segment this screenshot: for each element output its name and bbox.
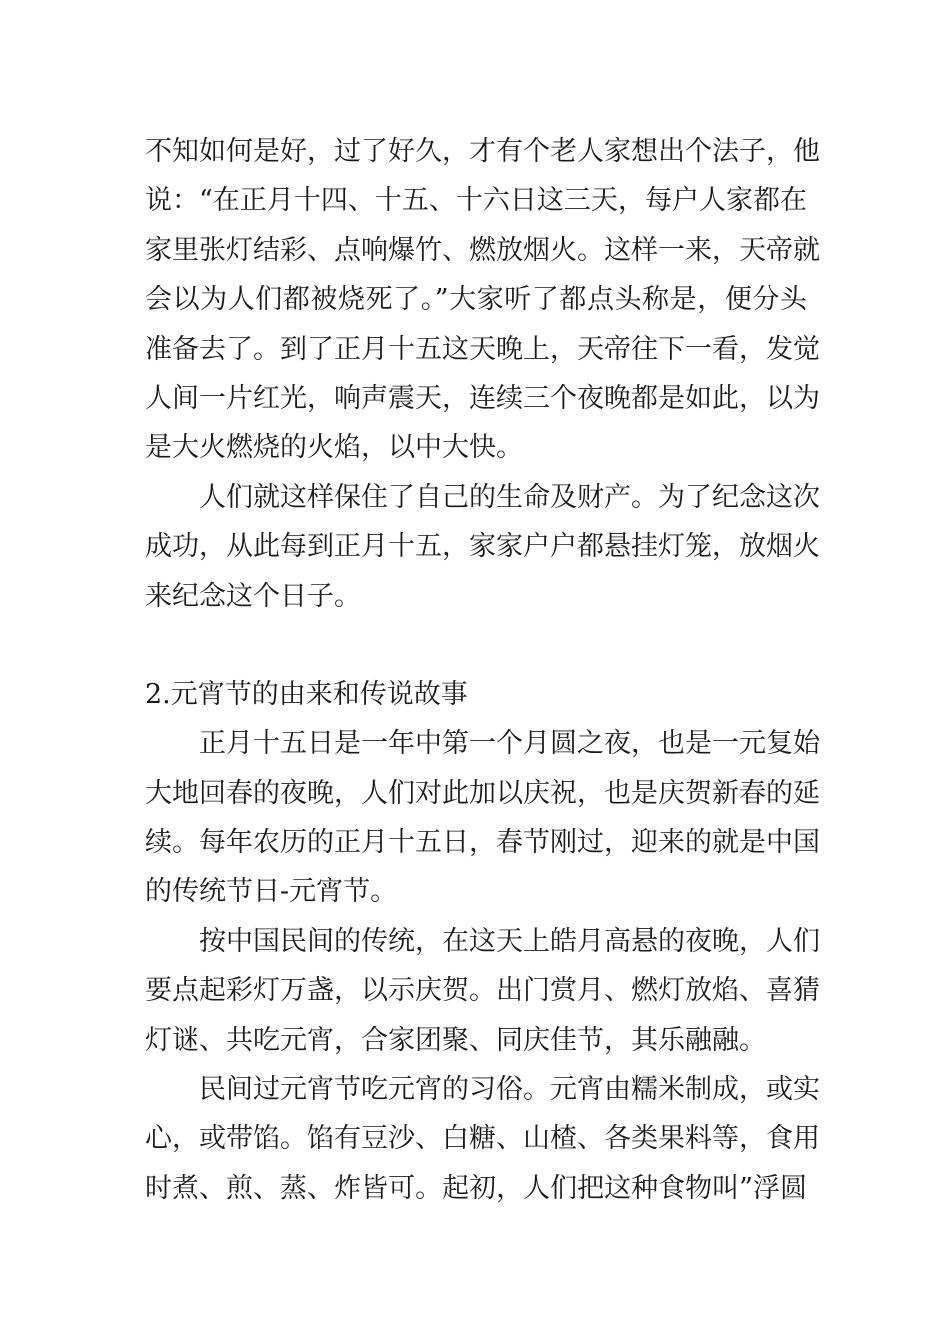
text-line: 来纪念这个日子。 — [145, 580, 361, 612]
text-line: 续。每年农历的正月十五日，春节刚过，迎来的就是中国 — [145, 827, 820, 859]
text-line: 心，或带馅。馅有豆沙、白糖、山楂、各类果料等，食用 — [145, 1123, 820, 1155]
text-line: 会以为人们都被烧死了。”大家听了都点头称是，便分头 — [145, 284, 807, 316]
text-line: 人们就这样保住了自己的生命及财产。为了纪念这次 — [199, 481, 820, 513]
text-line: 家里张灯结彩、点响爆竹、燃放烟火。这样一来，天帝就 — [145, 234, 820, 266]
text-line: 不知如何是好，过了好久，才有个老人家想出个法子，他 — [145, 136, 820, 167]
text-line: 说：“在正月十四、十五、十六日这三天，每户人家都在 — [145, 185, 807, 217]
text-line: 时煮、煎、蒸、炸皆可。起初，人们把这种食物叫”浮圆 — [145, 1172, 807, 1204]
document-body — [145, 127, 820, 1213]
text-line: 正月十五日是一年中第一个月圆之夜，也是一元复始 — [199, 728, 820, 760]
text-line: 大地回春的夜晚，人们对此加以庆祝，也是庆贺新春的延 — [145, 777, 820, 809]
text-line: 是大火燃烧的火焰，以中大快。 — [145, 432, 523, 464]
text-line: 准备去了。到了正月十五这天晚上，天帝往下一看，发觉 — [145, 333, 820, 365]
text-line: 的传统节日-元宵节。 — [145, 876, 398, 908]
text-line: 人间一片红光，响声震天，连续三个夜晚都是如此，以为 — [145, 382, 820, 414]
text-line: 灯谜、共吃元宵，合家团聚、同庆佳节，其乐融融。 — [145, 1024, 766, 1056]
text-line: 要点起彩灯万盏，以示庆贺。出门赏月、燃灯放焰、喜猜 — [145, 975, 820, 1007]
text-line: 成功，从此每到正月十五，家家户户都悬挂灯笼，放烟火 — [145, 531, 820, 563]
section-heading: 2.元宵节的由来和传说故事 — [145, 678, 468, 710]
text-line: 民间过元宵节吃元宵的习俗。元宵由糯米制成，或实 — [199, 1074, 820, 1106]
text-line: 按中国民间的传统，在这天上皓月高悬的夜晚，人们 — [199, 925, 820, 957]
